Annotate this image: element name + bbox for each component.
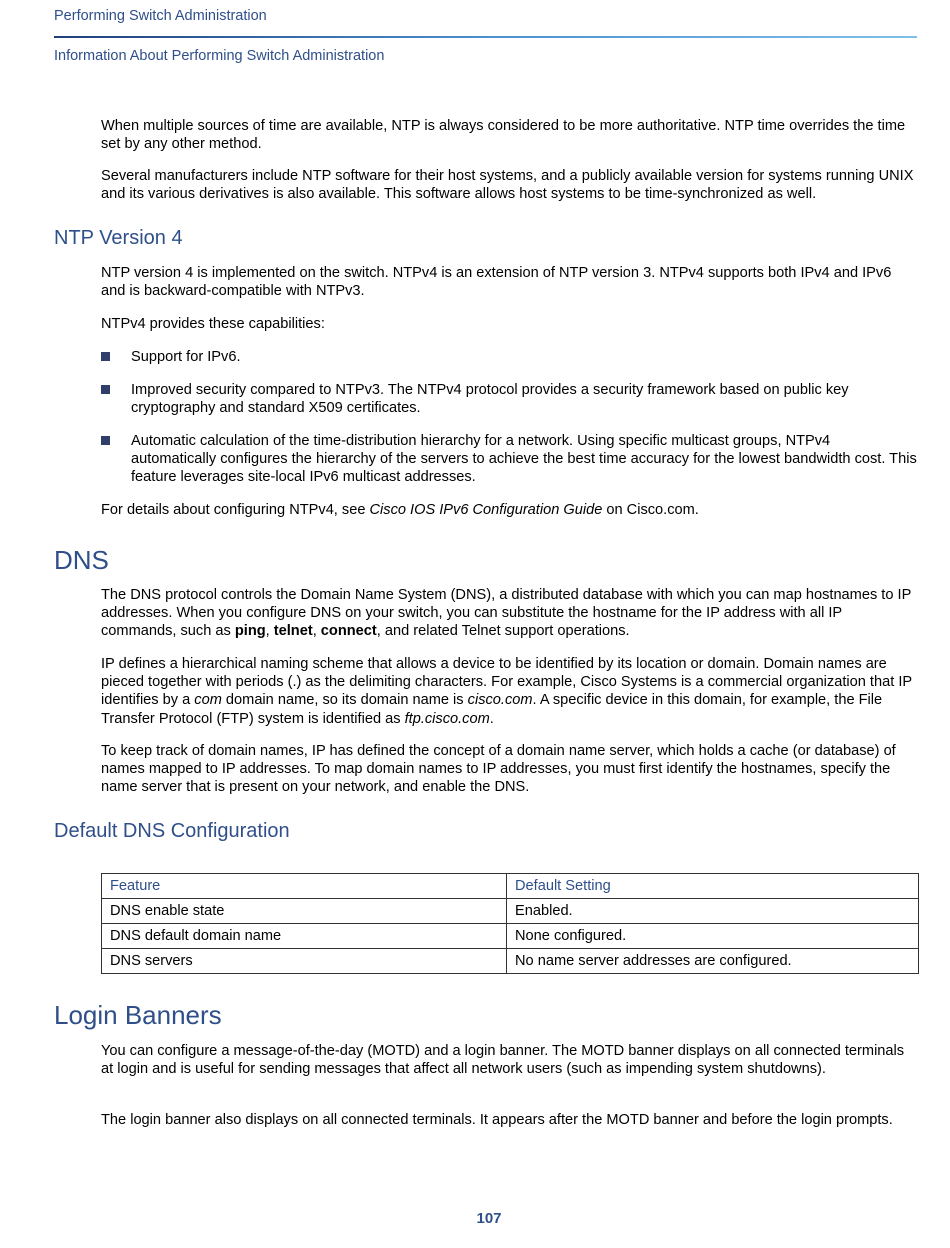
dns-heading: DNS [54, 545, 109, 575]
table-cell: None configured. [507, 924, 919, 949]
running-header-chapter: Performing Switch Administration [54, 8, 267, 24]
intro-paragraph-1: When multiple sources of time are available, NTP is always considered to be more authoritative. NTP time overrides the time set by any other method. [101, 118, 906, 153]
header-rule [54, 36, 917, 38]
table-cell: DNS enable state [102, 899, 507, 924]
login-banners-heading: Login Banners [54, 1000, 222, 1030]
table-row [102, 949, 919, 974]
table-row [102, 899, 919, 924]
default-dns-heading: Default DNS Configuration [54, 820, 290, 842]
bullet-square-icon [101, 385, 110, 394]
ntp-v4-paragraph-2: NTPv4 provides these capabilities: [101, 316, 325, 332]
login-banners-paragraph-2: The login banner also displays on all connected terminals. It appears after the MOTD banner and before the login prompts. [101, 1112, 893, 1128]
bullet-square-icon [101, 436, 110, 445]
page-number: 107 [476, 1210, 502, 1227]
dns-paragraph-3: To keep track of domain names, IP has defined the concept of a domain name server, which holds a cache (or database) of names mapped to IP addresses. To map domain names to IP addresses, you must first identify the hostnames, specify the name server that is present on your network, and enable the DNS. [101, 743, 896, 796]
dns-paragraph-2: IP defines a hierarchical naming scheme that allows a device to be identified by its location or domain. Domain names are pieced together with periods (.) as the delimiting characters. For example, Cisco Systems is a commercial organization that IP identifies by a com domain name, so its domain name is cisco.com. A specific device in this domain, for example, the File Transfer Protocol (FTP) system is identified as ftp.cisco.com. [101, 656, 912, 727]
table-cell: DNS servers [102, 949, 507, 974]
bullet-square-icon [101, 352, 110, 361]
intro-paragraph-2: Several manufacturers include NTP software for their host systems, and a publicly available version for systems running UNIX and its various derivatives is also available. This software allows host systems to be time-synchronized as well. [101, 168, 914, 203]
table-cell: DNS default domain name [102, 924, 507, 949]
table-cell: Enabled. [507, 899, 919, 924]
ntp-v4-details: For details about configuring NTPv4, see Cisco IOS IPv6 Configuration Guide on Cisco.com. [101, 502, 699, 518]
running-header-section: Information About Performing Switch Administration [54, 48, 385, 64]
dns-paragraph-1: The DNS protocol controls the Domain Name System (DNS), a distributed database with which you can map hostnames to IP addresses. When you configure DNS on your switch, you can substitute the hostname for the IP address with all IP commands, such as ping, telnet, connect, and related Telnet support operations. [101, 587, 912, 640]
list-item-text: Improved security compared to NTPv3. The NTPv4 protocol provides a security framework based on public key cryptography and standard X509 certificates. [131, 382, 849, 417]
table-cell: No name server addresses are configured. [507, 949, 919, 974]
guide-reference: Cisco IOS IPv6 Configuration Guide [369, 502, 603, 518]
table-row [102, 924, 919, 949]
ntp-v4-heading: NTP Version 4 [54, 227, 183, 249]
default-dns-table [101, 873, 919, 974]
table-header-row [102, 874, 919, 899]
login-banners-paragraph-1: You can configure a message-of-the-day (MOTD) and a login banner. The MOTD banner displays on all connected terminals at login and is useful for sending messages that affect all network users (such as impending system shutdowns). [101, 1043, 905, 1078]
column-header-default-setting: Default Setting [507, 874, 919, 899]
column-header-feature: Feature [102, 874, 507, 899]
ntp-v4-paragraph-1: NTP version 4 is implemented on the switch. NTPv4 is an extension of NTP version 3. NTPv4 supports both IPv4 and IPv6 and is backward-compatible with NTPv3. [101, 265, 892, 300]
list-item-text: Support for IPv6. [131, 349, 241, 365]
list-item-text: Automatic calculation of the time-distribution hierarchy for a network. Using specific multicast groups, NTPv4 automatically configures the hierarchy of the servers to achieve the best time accuracy for the lowest bandwidth cost. This feature leverages site-local IPv6 multicast addresses. [131, 433, 917, 486]
